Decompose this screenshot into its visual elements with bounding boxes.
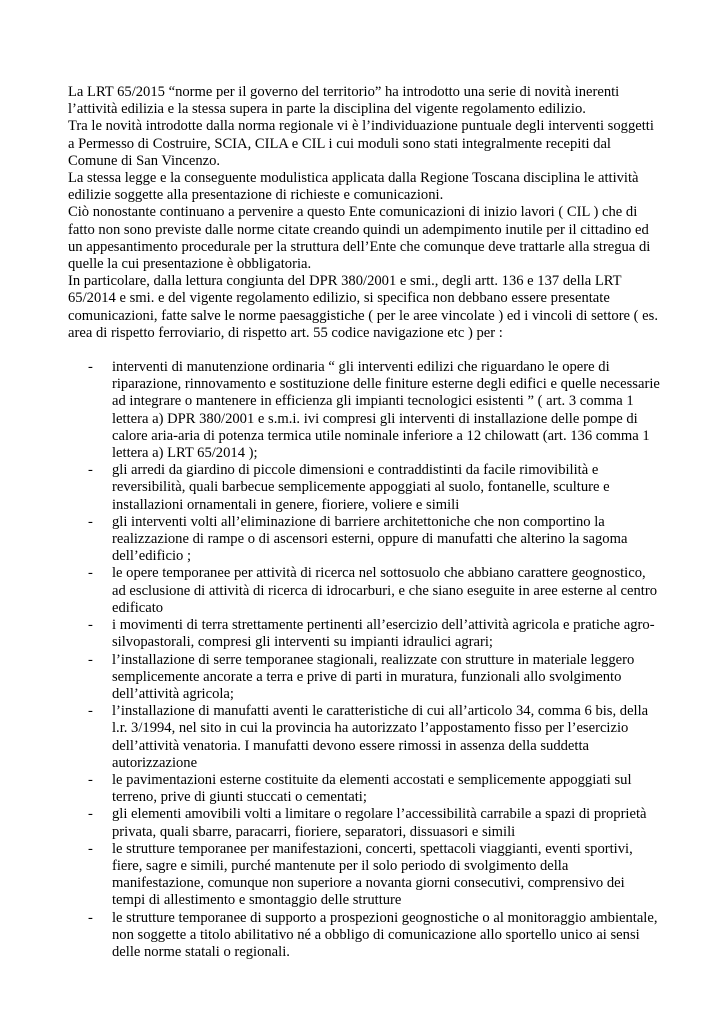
list-item xyxy=(68,910,660,962)
list-item-text: le strutture temporanee di supporto a prospezioni geognostiche o al monitoraggio ambientale, non soggette a titolo abilitativo né a obbligo di comunicazione allo sportello unico ai sensi delle norme statali o regionali. xyxy=(112,909,658,960)
list-item xyxy=(68,806,660,840)
dash-marker: - xyxy=(88,840,93,857)
list-item xyxy=(68,565,660,617)
dash-marker: - xyxy=(88,806,93,823)
list-item-text: gli interventi volti all’eliminazione di barriere architettoniche che non comportino la realizzazione di rampe o di ascensori esterni, oppure di manufatti che alterino la sagoma dell’edificio ; xyxy=(112,513,628,565)
paragraph: Tra le novità introdotte dalla norma regionale vi è l’individuazione puntuale degli interventi soggetti a Permesso di Costruire, SCIA, CILA e CIL i cui moduli sono stati integralmente recepiti dal Comune di San Vincenzo. xyxy=(68,118,654,169)
list-item-text: gli elementi amovibili volti a limitare o regolare l’accessibilità carrabile a spazi di proprietà privata, quali sbarre, paracarri, fioriere, separatori, dissuasori e simili xyxy=(112,806,647,840)
list-item-text: le opere temporanee per attività di ricerca nel sottosuolo che abbiano carattere geognostico, ad esclusione di attività di ricerca di idrocarburi, e che siano eseguite in aree esterne al centro edificato xyxy=(112,565,657,616)
paragraph: La stessa legge e la conseguente modulistica applicata dalla Regione Toscana disciplina le attività edilizie soggette alla presentazione di richieste e comunicazioni. xyxy=(68,170,639,204)
list-item xyxy=(68,703,660,772)
dash-marker: - xyxy=(88,651,93,668)
list-item-text: i movimenti di terra strettamente pertinenti all’esercizio dell’attività agricola e pratiche agro-silvopastorali, compresi gli interventi su impianti idraulici agrari; xyxy=(112,617,655,651)
list-item xyxy=(68,652,660,704)
document-page xyxy=(68,84,660,961)
paragraph: In particolare, dalla lettura congiunta del DPR 380/2001 e smi., degli artt. 136 e 137 della LRT 65/2014 e smi. e del vigente regolamento edilizio, si specifica non debbano essere presentate comunicazioni, fatte salve le norme paesaggistiche ( per le aree vincolate ) ed i vincoli di settore ( es. area di rispetto ferroviario, di rispetto art. 55 codice navigazione etc ) per : xyxy=(68,273,658,341)
list-item xyxy=(68,514,660,566)
list-item-text: le strutture temporanee per manifestazioni, concerti, spettacoli viaggianti, eventi sportivi, fiere, sagre e simili, purché mantenute per il solo periodo di svolgimento della manifestazione, comunque non superiore a novanta giorni consecutivi, comprensivo dei tempi di allestimento e smontaggio delle strutture xyxy=(112,840,633,909)
list-item-text: gli arredi da giardino di piccole dimensioni e contraddistinti da facile rimovibilità e reversibilità, quali barbecue semplicemente appoggiati al suolo, fontanelle, sculture e installazioni ornamentali in genere, fioriere, voliere e simili xyxy=(112,462,610,513)
dash-marker: - xyxy=(88,909,93,926)
dash-marker: - xyxy=(88,771,93,788)
dash-marker: - xyxy=(88,513,93,530)
intro-paragraphs xyxy=(68,84,660,342)
list-item xyxy=(68,359,660,462)
list-item xyxy=(68,772,660,806)
dash-marker: - xyxy=(88,359,93,376)
dash-marker: - xyxy=(88,703,93,720)
list-item xyxy=(68,462,660,514)
list-item-text: interventi di manutenzione ordinaria “ gli interventi edilizi che riguardano le opere di riparazione, rinnovamento e sostituzione delle finiture esterne degli edifici e quelle necessarie ad integrare o mantenere in efficienza gli impianti tecnologici esistenti ” ( art. 3 comma 1 lettera a) DPR 380/2001 e s.m.i. ivi compresi gli interventi di installazione delle pompe di calore aria-aria di potenza termica utile nominale inferiore a 12 chilowatt (art. 136 comma 1 lettera a) LRT 65/2014 ); xyxy=(112,359,660,462)
list-item-text: l’installazione di manufatti aventi le caratteristiche di cui all’articolo 34, comma 6 bis, della l.r. 3/1994, nel sito in cui la provincia ha autorizzato l’appostamento fisso per l’esercizio dell’attività venatoria. I manufatti devono essere rimossi in assenza della suddetta autorizzazione xyxy=(112,703,649,771)
exemptions-bullet-list xyxy=(68,359,660,961)
dash-marker: - xyxy=(88,565,93,582)
paragraph: La LRT 65/2015 “norme per il governo del territorio” ha introdotto una serie di novità inerenti l’attività edilizia e la stessa supera in parte la disciplina del vigente regolamento edilizio. xyxy=(68,84,620,118)
list-item xyxy=(68,617,660,651)
list-item-text: l’installazione di serre temporanee stagionali, realizzate con strutture in materiale leggero semplicemente ancorate a terra e prive di parti in muratura, funzionali allo svolgimento dell’attività agricola; xyxy=(112,651,635,702)
list-item-text: le pavimentazioni esterne costituite da elementi accostati e semplicemente appoggiati sul terreno, prive di giunti stuccati o cementati; xyxy=(112,771,632,806)
dash-marker: - xyxy=(88,462,93,479)
list-item xyxy=(68,841,660,910)
paragraph: Ciò nonostante continuano a pervenire a questo Ente comunicazioni di inizio lavori ( CIL ) che di fatto non sono previste dalle norme citate creando quindi un adempimento inutile per il cittadino ed un appesantimento procedurale per la struttura dell’Ente che comunque deve trattarle alla stregua di quelle la cui presentazione è obbligatoria. xyxy=(68,204,651,273)
dash-marker: - xyxy=(88,617,93,634)
